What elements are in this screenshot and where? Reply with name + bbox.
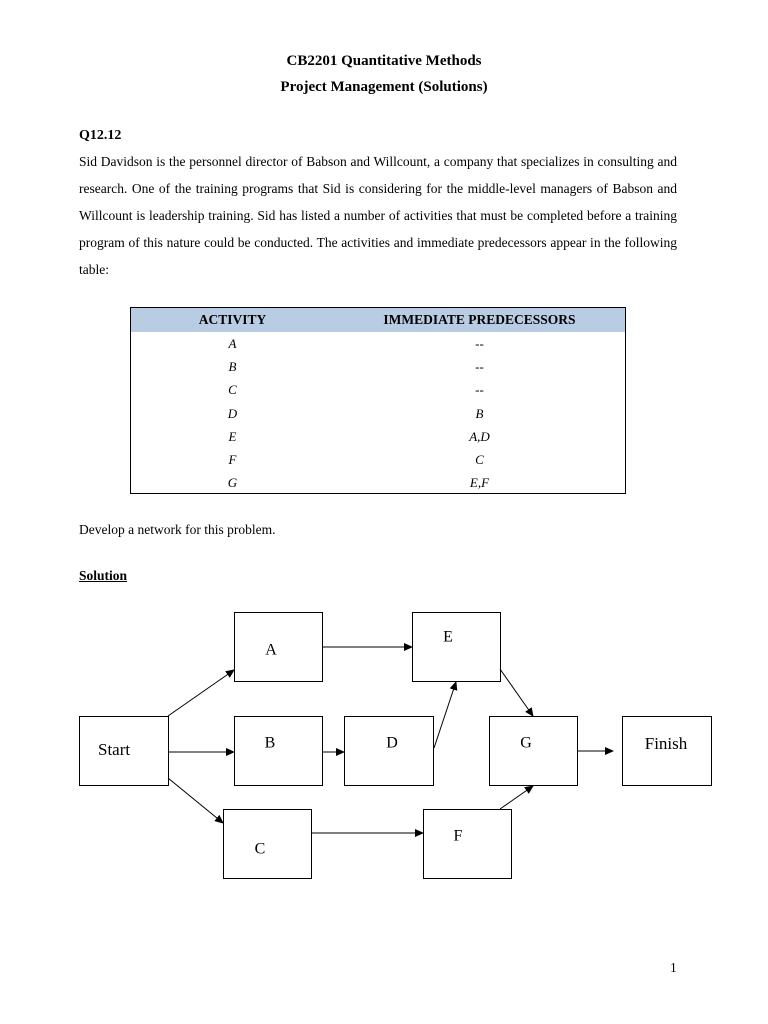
node-f-label: F bbox=[453, 827, 463, 845]
solution-heading: Solution bbox=[79, 568, 128, 583]
edge-f-g bbox=[500, 786, 533, 809]
column-header-activity: ACTIVITY bbox=[198, 312, 267, 327]
node-f bbox=[424, 810, 512, 879]
node-start bbox=[80, 717, 169, 786]
node-finish bbox=[623, 717, 712, 786]
page-number: 1 bbox=[670, 960, 677, 975]
node-c-label: C bbox=[254, 840, 266, 858]
edge-d-e bbox=[434, 682, 456, 748]
question-text: Sid Davidson is the personnel director of Babson and Willcount, a company that specializes in consulting and research. One of the training programs that Sid is considering for the middle-level managers of Babson and Willcount is leadership training. Sid has listed a number of activities that must be completed before a training program of this nature could be conducted. The activities and immediate predecessors appear in the following table: bbox=[79, 154, 677, 277]
node-a-label: A bbox=[265, 641, 277, 659]
node-g-label: G bbox=[520, 734, 532, 752]
activity-cell: G bbox=[227, 475, 238, 491]
predecessor-cell: -- bbox=[475, 335, 484, 351]
edge-start-c bbox=[168, 778, 223, 823]
edge-e-g bbox=[500, 669, 533, 716]
predecessor-cell: A,D bbox=[469, 428, 490, 444]
activity-cell: A bbox=[228, 335, 237, 351]
node-start-label: Start bbox=[98, 739, 131, 759]
node-g bbox=[490, 717, 578, 786]
activity-cell: F bbox=[228, 452, 237, 468]
edge-start-a bbox=[168, 670, 234, 716]
activity-cell: B bbox=[228, 358, 237, 374]
node-c bbox=[224, 810, 312, 879]
activity-cell: E bbox=[228, 428, 237, 444]
course-title: CB2201 Quantitative Methods bbox=[286, 53, 482, 69]
predecessor-cell: -- bbox=[475, 358, 484, 374]
document-title: Project Management (Solutions) bbox=[280, 79, 488, 95]
predecessor-cell: E,F bbox=[469, 475, 490, 491]
node-finish-label: Finish bbox=[644, 733, 688, 753]
node-e bbox=[413, 613, 501, 682]
node-d bbox=[345, 717, 434, 786]
predecessor-cell: C bbox=[475, 452, 484, 468]
predecessor-cell: -- bbox=[475, 382, 484, 398]
activity-cell: D bbox=[227, 405, 238, 421]
node-b bbox=[235, 717, 323, 786]
node-e-label: E bbox=[443, 628, 453, 646]
activity-cell: C bbox=[228, 382, 237, 398]
node-b-label: B bbox=[264, 734, 276, 752]
node-d-label: D bbox=[386, 734, 398, 752]
instruction-text: Develop a network for this problem. bbox=[79, 522, 276, 537]
column-header-predecessors: IMMEDIATE PREDECESSORS bbox=[383, 312, 576, 327]
predecessor-cell: B bbox=[475, 405, 484, 421]
question-number: Q12.12 bbox=[79, 128, 122, 143]
node-a bbox=[235, 613, 323, 682]
